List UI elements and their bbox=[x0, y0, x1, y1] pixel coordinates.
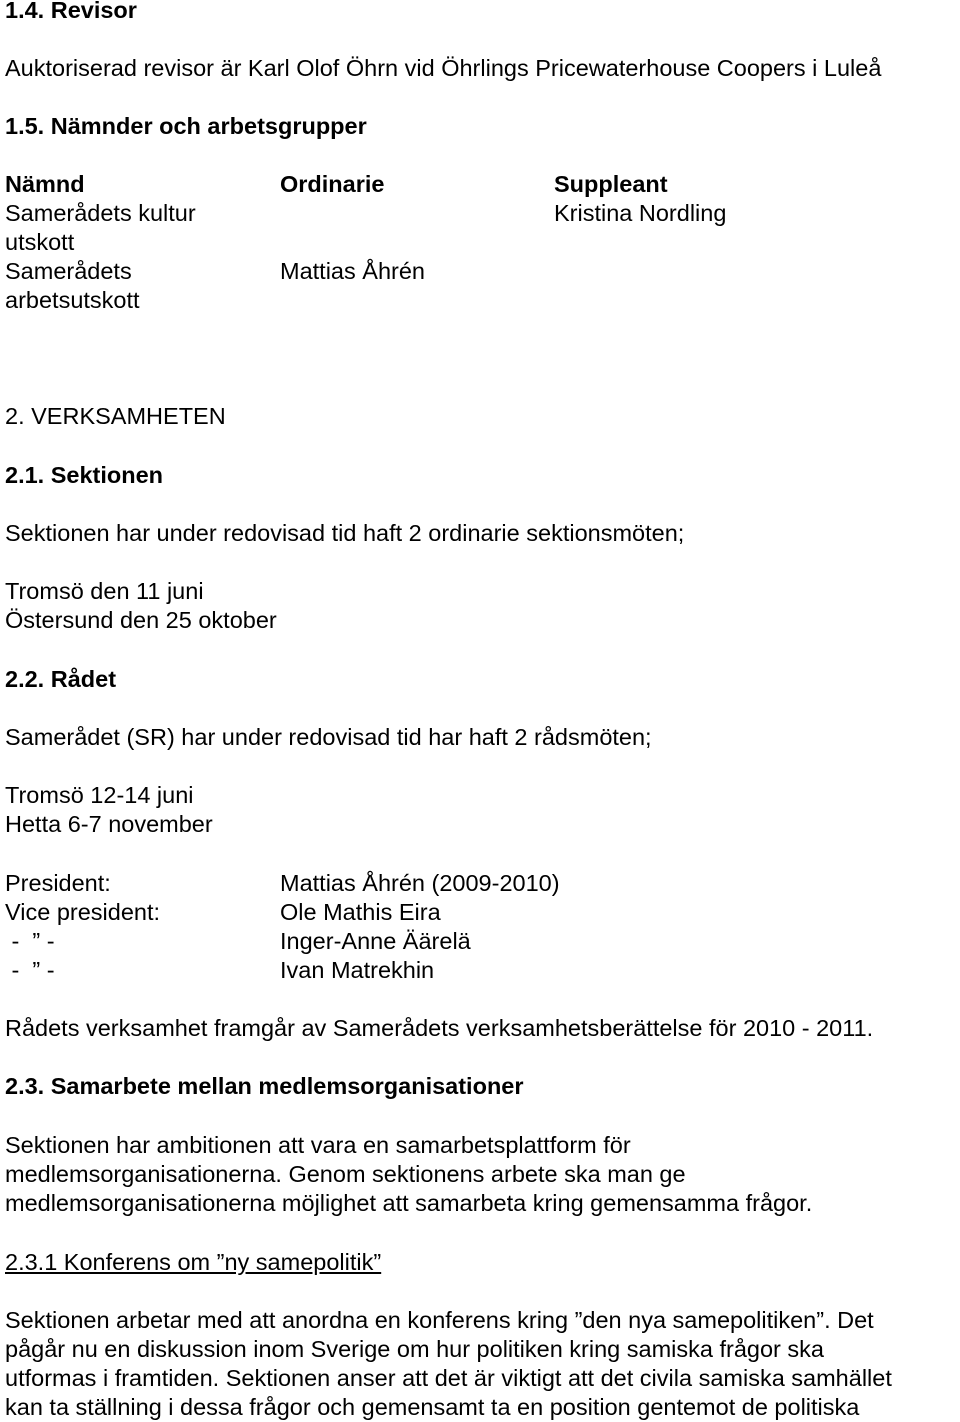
officer-name: Inger-Anne Äärelä bbox=[280, 928, 471, 954]
officer-row bbox=[5, 898, 905, 927]
cell-ordinarie: Mattias Åhrén bbox=[280, 258, 425, 284]
heading-sektionen: 2.1. Sektionen bbox=[5, 462, 164, 488]
cell-suppleant: Kristina Nordling bbox=[554, 200, 727, 226]
cell-namnd-line: utskott bbox=[5, 229, 75, 255]
officer-row bbox=[5, 956, 905, 985]
meeting-item: Hetta 6-7 november bbox=[5, 811, 213, 837]
table-row bbox=[5, 257, 945, 315]
committee-table bbox=[5, 170, 945, 315]
meeting-item: Östersund den 25 oktober bbox=[5, 607, 277, 633]
paragraph-line: medlemsorganisationerna. Genom sektionens arbete ska man ge bbox=[5, 1161, 686, 1187]
radet-note: Rådets verksamhet framgår av Samerådets verksamhetsberättelse för 2010 - 2011. bbox=[5, 1015, 874, 1041]
cell-namnd-line: Samerådets kultur bbox=[5, 200, 196, 226]
revisor-text: Auktoriserad revisor är Karl Olof Öhrn vid Öhrlings Pricewaterhouse Coopers i Luleå bbox=[5, 55, 882, 81]
heading-namnder: 1.5. Nämnder och arbetsgrupper bbox=[5, 113, 367, 139]
heading-revisor: 1.4. Revisor bbox=[5, 0, 137, 23]
officer-row bbox=[5, 927, 905, 956]
col-header-suppleant: Suppleant bbox=[554, 171, 668, 197]
sektionen-meetings bbox=[5, 577, 956, 635]
paragraph-line: kan ta ställning i dessa frågor och gemensamt ta en position gentemot de politiska bbox=[5, 1394, 860, 1420]
samarbete-paragraph bbox=[5, 1131, 956, 1218]
paragraph-line: Sektionen har ambitionen att vara en samarbetsplattform för bbox=[5, 1132, 631, 1158]
officers-list bbox=[5, 869, 905, 985]
officer-role: Vice president: bbox=[5, 899, 161, 925]
cell-namnd bbox=[5, 257, 255, 315]
meeting-item: Tromsö den 11 juni bbox=[5, 578, 204, 604]
heading-konferens bbox=[5, 1248, 956, 1277]
paragraph-line: Sektionen arbetar med att anordna en konferens kring ”den nya samepolitiken”. Det bbox=[5, 1307, 874, 1333]
table-row bbox=[5, 199, 945, 257]
paragraph-line: medlemsorganisationerna möjlighet att samarbeta kring gemensamma frågor. bbox=[5, 1190, 813, 1216]
heading-verksamheten: 2. VERKSAMHETEN bbox=[5, 403, 226, 429]
table-header-row bbox=[5, 170, 945, 199]
radet-intro: Samerådet (SR) har under redovisad tid har haft 2 rådsmöten; bbox=[5, 724, 652, 750]
col-header-ordinarie: Ordinarie bbox=[280, 171, 385, 197]
officer-role: President: bbox=[5, 870, 111, 896]
officer-name: Mattias Åhrén (2009-2010) bbox=[280, 870, 560, 896]
sektionen-intro: Sektionen har under redovisad tid haft 2 ordinarie sektionsmöten; bbox=[5, 520, 685, 546]
paragraph-line: utformas i framtiden. Sektionen anser att det är viktigt att det civila samiska samhället bbox=[5, 1365, 892, 1391]
officer-name: Ole Mathis Eira bbox=[280, 899, 441, 925]
konferens-paragraph bbox=[5, 1306, 956, 1422]
officer-name: Ivan Matrekhin bbox=[280, 957, 435, 983]
cell-namnd-line: Samerådets bbox=[5, 258, 132, 284]
radet-meetings bbox=[5, 781, 956, 839]
cell-namnd bbox=[5, 199, 255, 257]
paragraph-line: pågår nu en diskussion inom Sverige om hur politiken kring samiska frågor ska bbox=[5, 1336, 824, 1362]
cell-namnd-line: arbetsutskott bbox=[5, 287, 140, 313]
heading-konferens-text: 2.3.1 Konferens om ”ny samepolitik” bbox=[5, 1249, 382, 1275]
officer-row bbox=[5, 869, 905, 898]
officer-role: - ” - bbox=[5, 957, 55, 983]
meeting-item: Tromsö 12-14 juni bbox=[5, 782, 194, 808]
officer-role: - ” - bbox=[5, 928, 55, 954]
heading-radet: 2.2. Rådet bbox=[5, 666, 117, 692]
col-header-namnd: Nämnd bbox=[5, 171, 85, 197]
heading-samarbete: 2.3. Samarbete mellan medlemsorganisationer bbox=[5, 1073, 524, 1099]
